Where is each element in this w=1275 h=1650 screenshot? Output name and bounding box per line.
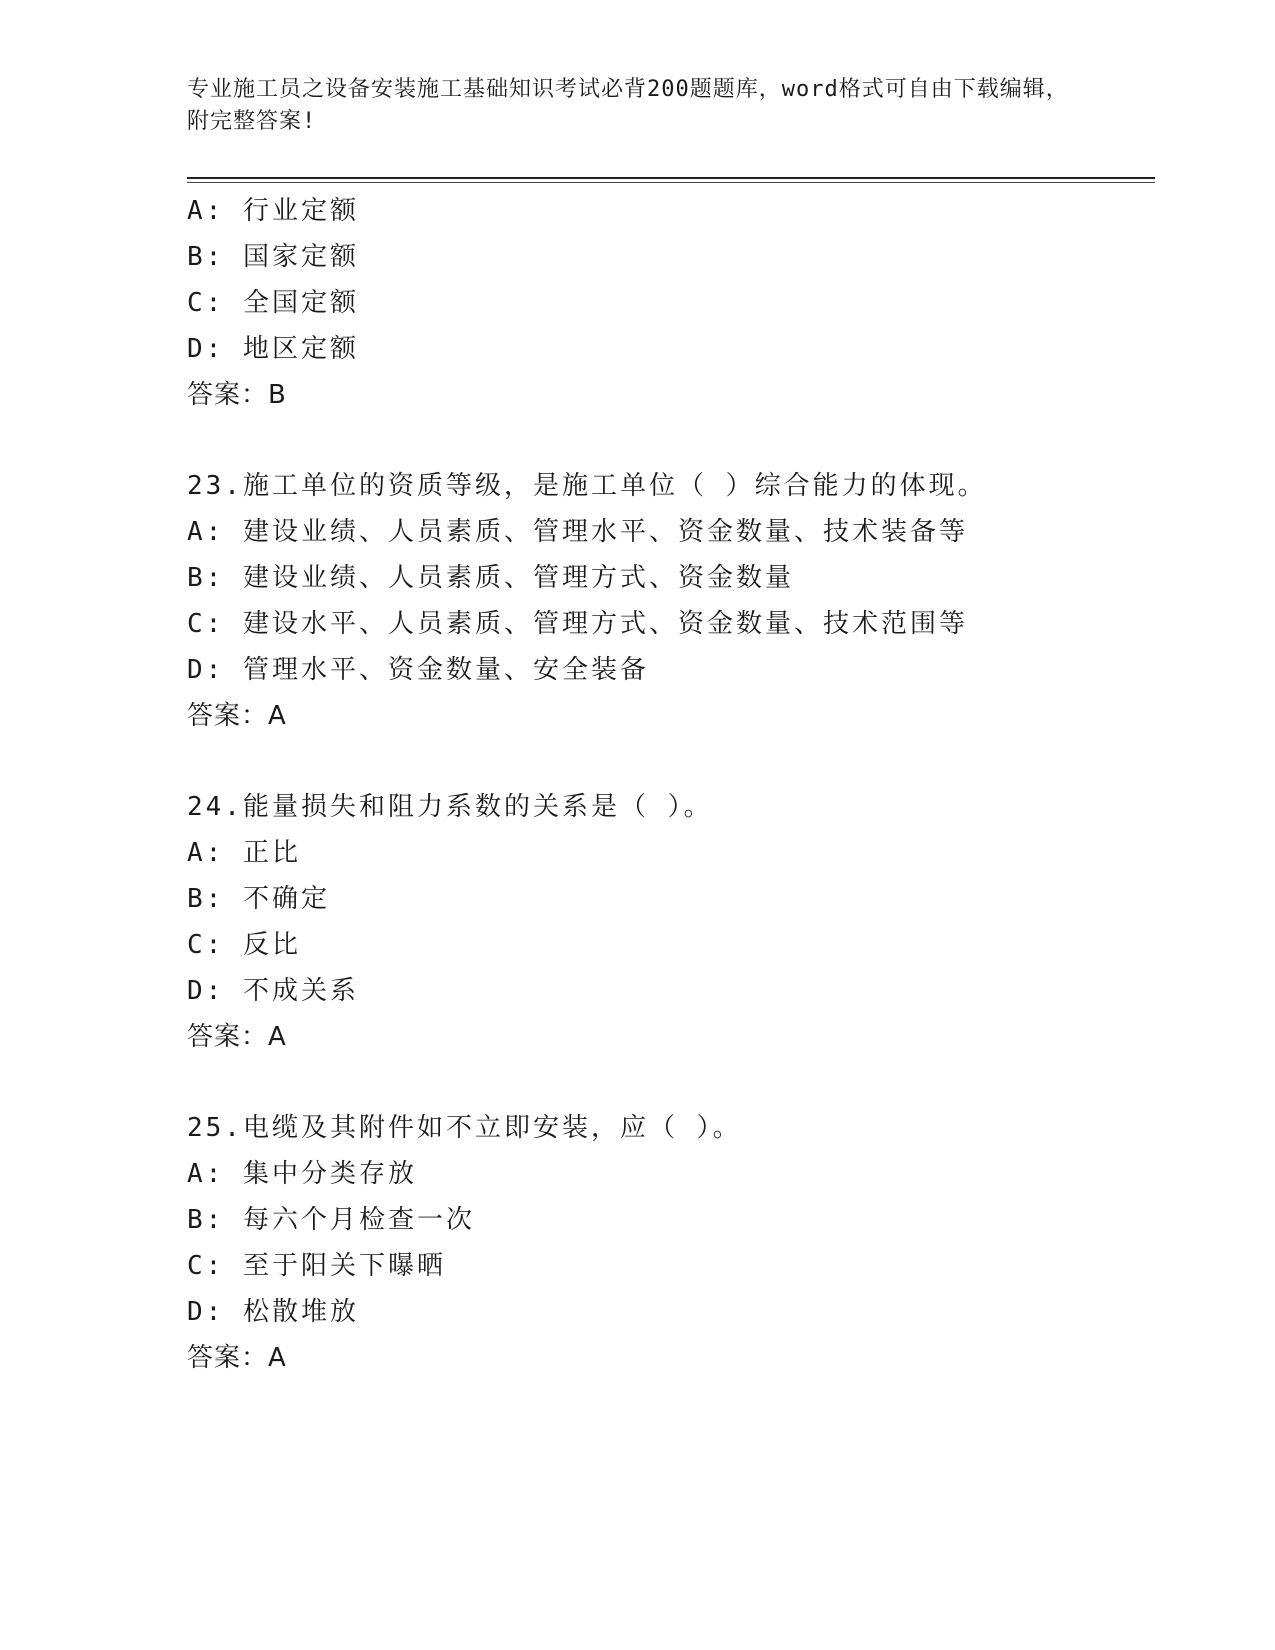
question-stem: 25.电缆及其附件如不立即安装，应（ ）。 — [187, 1113, 742, 1143]
question-22-continued — [187, 188, 1155, 418]
option-d: D: 地区定额 — [187, 334, 359, 364]
option-a: A: 正比 — [187, 838, 301, 868]
answer-line: 答案：A — [187, 1022, 287, 1052]
header-divider-thin — [187, 182, 1155, 183]
question-23 — [187, 463, 1155, 739]
option-a: A: 行业定额 — [187, 196, 359, 226]
option-a: A: 集中分类存放 — [187, 1159, 417, 1189]
question-24 — [187, 784, 1155, 1060]
option-b: B: 每六个月检查一次 — [187, 1205, 475, 1235]
document-title: 专业施工员之设备安装施工基础知识考试必背200题题库，word格式可自由下载编辑，附完整答案! — [187, 77, 1069, 134]
question-stem: 24.能量损失和阻力系数的关系是（ ）。 — [187, 792, 713, 822]
question-stem: 23.施工单位的资质等级，是施工单位（ ）综合能力的体现。 — [187, 471, 987, 501]
answer-line: 答案：A — [187, 701, 287, 731]
option-b: B: 国家定额 — [187, 242, 359, 272]
answer-line: 答案：A — [187, 1343, 287, 1373]
answer-line: 答案：B — [187, 380, 287, 410]
option-a: A: 建设业绩、人员素质、管理水平、资金数量、技术装备等 — [187, 517, 968, 547]
question-list — [187, 188, 1155, 1381]
option-c: C: 反比 — [187, 930, 301, 960]
option-c: C: 至于阳关下曝晒 — [187, 1251, 446, 1281]
option-b: B: 不确定 — [187, 884, 330, 914]
option-b: B: 建设业绩、人员素质、管理方式、资金数量 — [187, 563, 794, 593]
question-25 — [187, 1105, 1155, 1381]
option-d: D: 管理水平、资金数量、安全装备 — [187, 655, 649, 685]
option-c: C: 建设水平、人员素质、管理方式、资金数量、技术范围等 — [187, 609, 968, 639]
option-d: D: 松散堆放 — [187, 1297, 359, 1327]
option-d: D: 不成关系 — [187, 976, 359, 1006]
option-c: C: 全国定额 — [187, 288, 359, 318]
header-divider-thick — [187, 177, 1155, 179]
